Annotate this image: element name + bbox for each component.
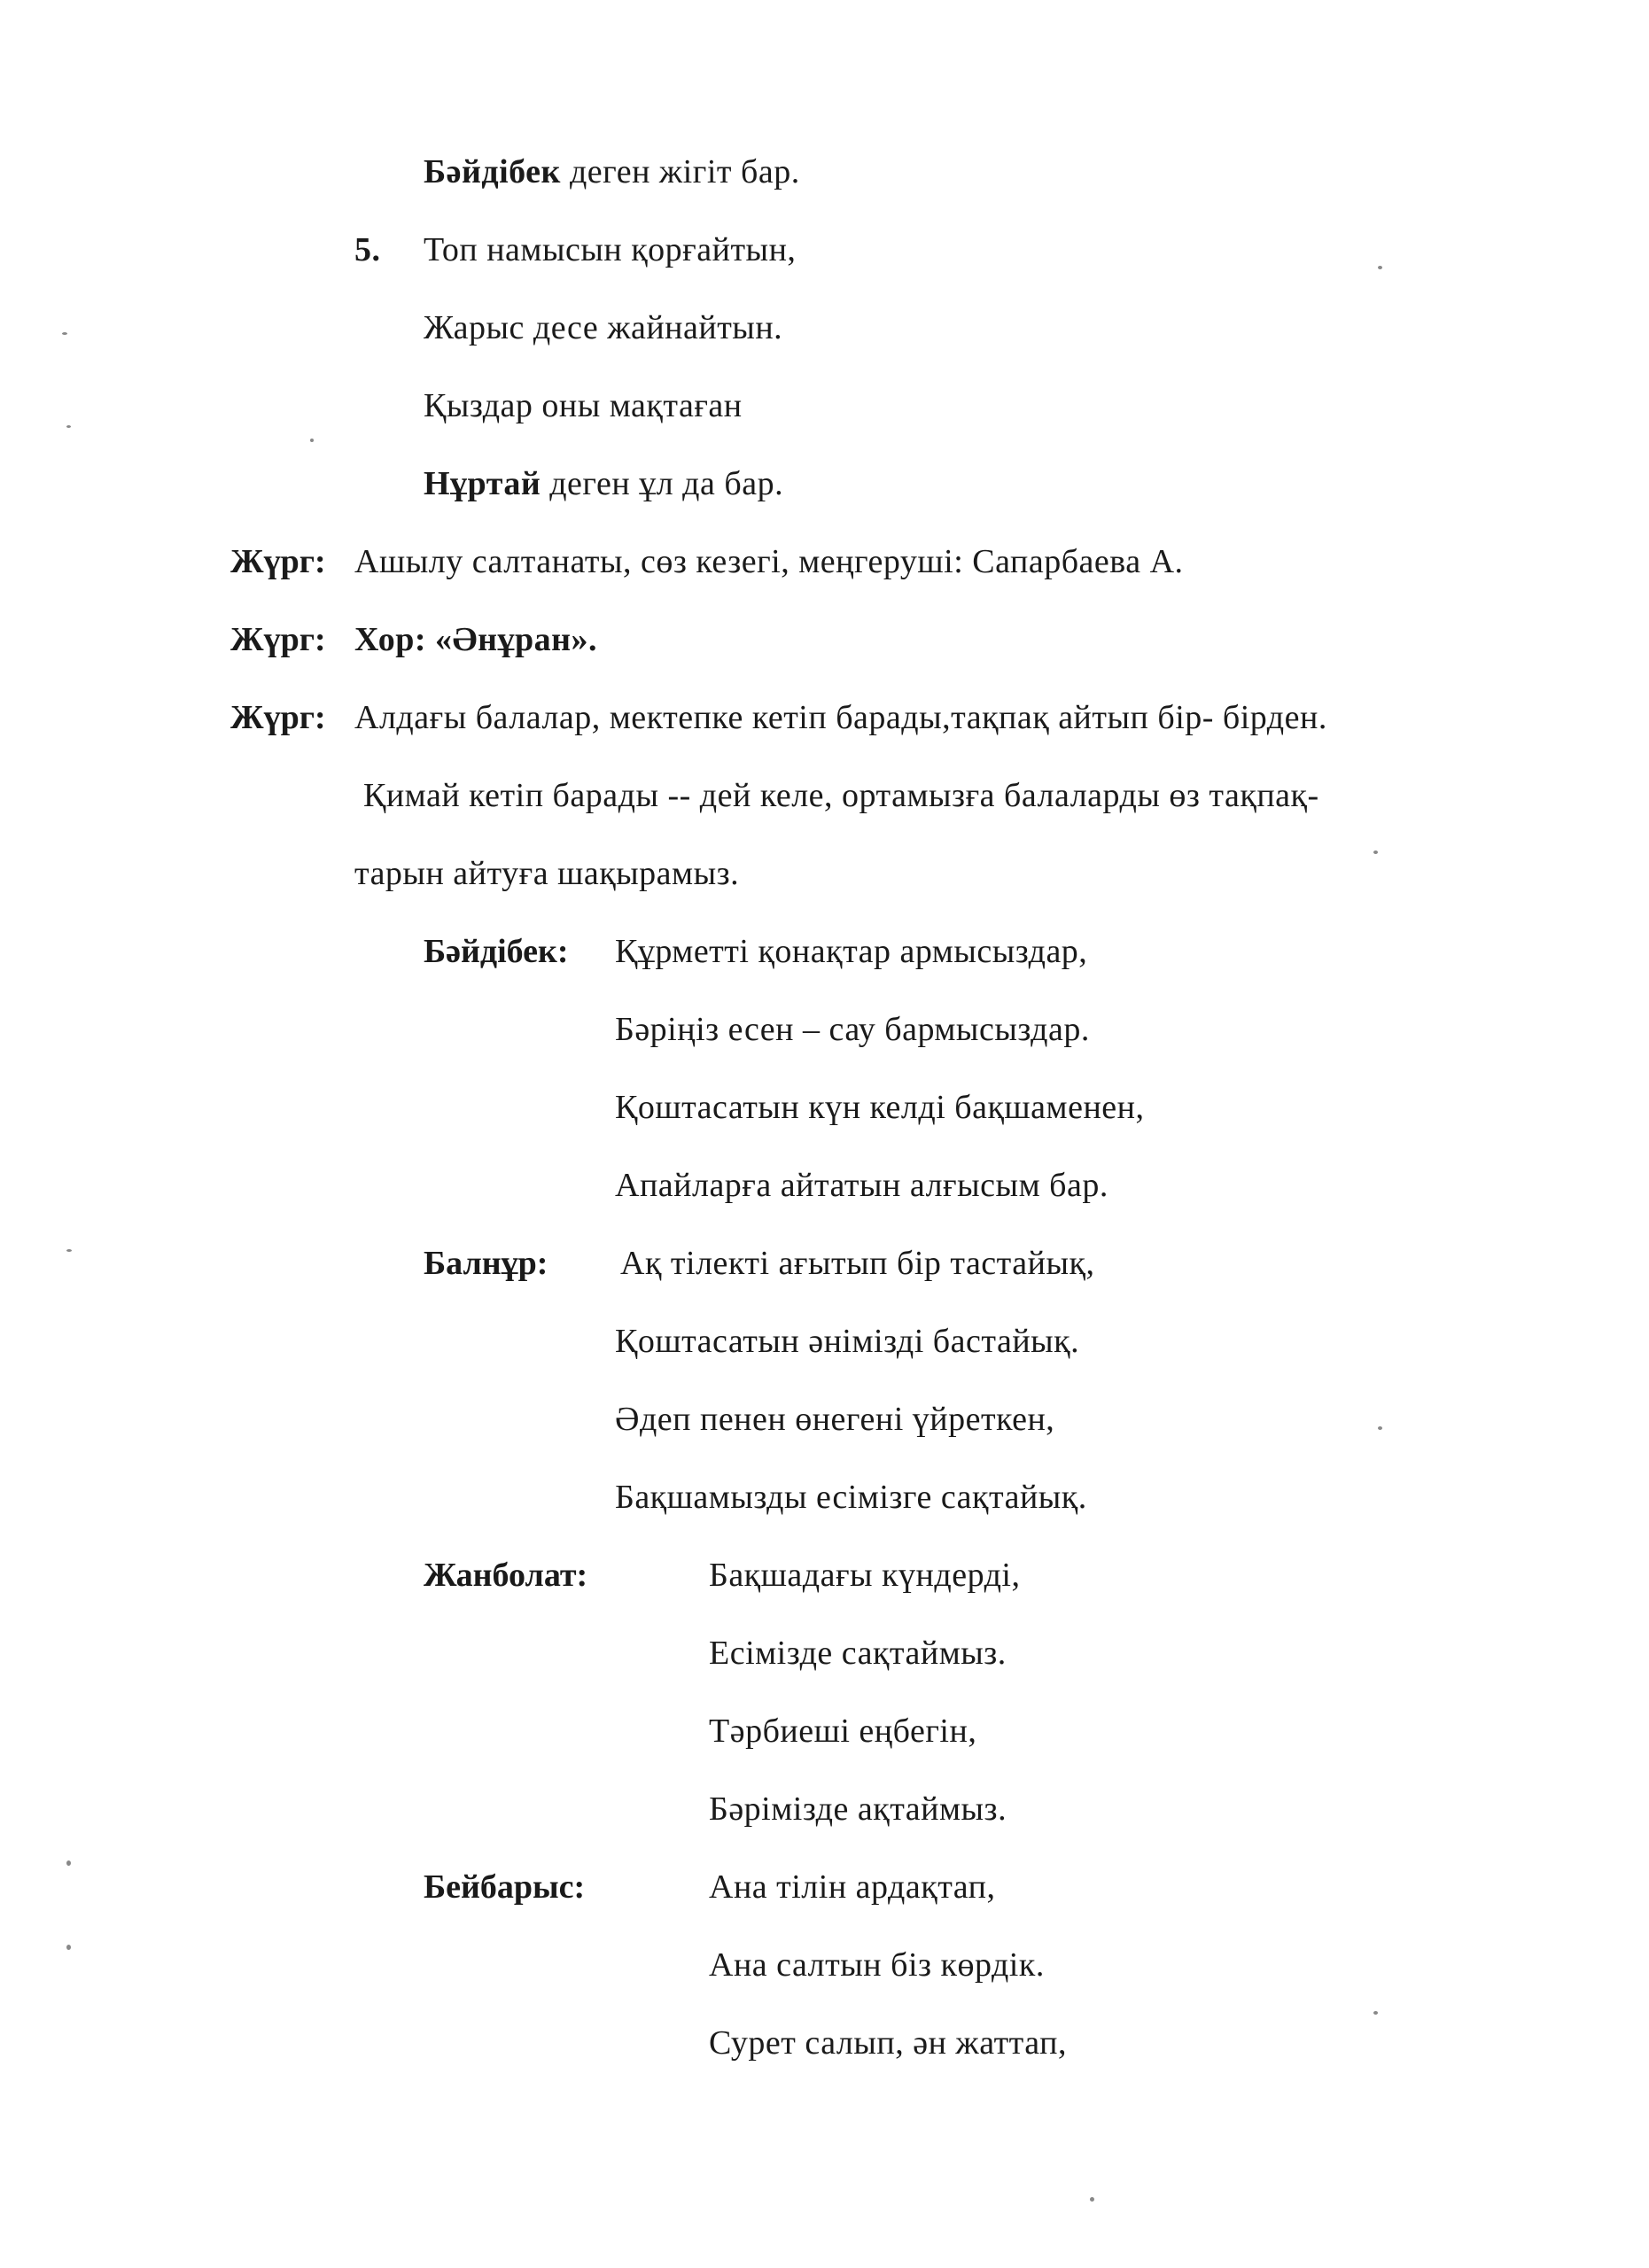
scan-speck [1090,2197,1094,2202]
host-text: Хор: «Әнұран». [354,621,598,658]
scan-speck [66,1860,71,1866]
scan-speck [1373,850,1378,854]
intro-name: Бәйдібек [424,153,561,190]
verse-line: Құрметті қонақтар армысыздар, [615,933,1088,970]
scan-speck [66,1249,72,1252]
scan-speck [66,1945,71,1950]
verse-line: Қоштасатын күн келді бақшаменен, [615,1089,1145,1126]
verse-speaker: Балнұр: [424,1245,548,1282]
verse-line: Бақшадағы күндерді, [709,1557,1021,1594]
verse-speaker: Бәйдібек: [424,933,569,970]
scan-speck [66,425,71,428]
verse-line: Сурет салып, ән жаттап, [709,2024,1067,2062]
stanza5-line4 [424,464,783,503]
scan-speck [1378,266,1382,269]
verse-speaker: Жанболат: [424,1557,588,1594]
stanza-number: 5. [354,231,381,268]
verse-line: Бәріңіз есен – сау бармысыздар. [615,1011,1090,1048]
verse-speaker: Бейбарыс: [424,1868,586,1906]
host-label: Жүрг: [230,621,326,658]
host-continuation: Қимай кетіп барады -- дей келе, ортамызға балаларды өз тақпақ- [363,777,1319,814]
stanza5-line2: Жарыс десе жайнайтын. [424,309,783,346]
host-continuation: тарын айтуға шақырамыз. [354,855,740,892]
verse-line: Ана салтын біз көрдік. [709,1946,1045,1984]
stanza5-name: Нұртай [424,465,541,502]
host-text: Алдағы балалар, мектепке кетіп барады,тақпақ айтып бір- бірден. [354,699,1327,736]
stanza5-line3: Қыздар оны мақтаған [424,387,743,424]
intro-rest: деген жігіт бар. [569,153,800,190]
stanza5-line1: Топ намысын қорғайтын, [424,231,797,268]
verse-line: Қоштасатын әнімізді бастайық. [615,1323,1080,1360]
scan-speck [1378,1426,1382,1430]
verse-line: Есімізде сақтаймыз. [709,1635,1007,1672]
verse-line: Ана тілін ардақтап, [709,1868,996,1906]
verse-line: Бәрімізде ақтаймыз. [709,1790,1007,1828]
verse-line: Тәрбиеші еңбегін, [709,1713,977,1750]
scan-speck [1373,2011,1378,2015]
verse-line: Бақшамызды есімізге сақтайық. [615,1479,1087,1516]
host-label: Жүрг: [230,699,326,736]
intro-line [424,152,800,191]
verse-line: Ақ тілекті ағытып бір тастайық, [620,1245,1095,1282]
host-text: Ашылу салтанаты, сөз кезегі, меңгеруші: Сапарбаева А. [354,543,1184,580]
scan-speck [62,332,67,335]
scan-speck [310,439,314,442]
verse-line: Әдеп пенен өнегені үйреткен, [615,1401,1055,1438]
stanza5-rest: деген ұл да бар. [549,465,784,502]
verse-line: Апайларға айтатын алғысым бар. [615,1167,1108,1204]
host-label: Жүрг: [230,543,326,580]
